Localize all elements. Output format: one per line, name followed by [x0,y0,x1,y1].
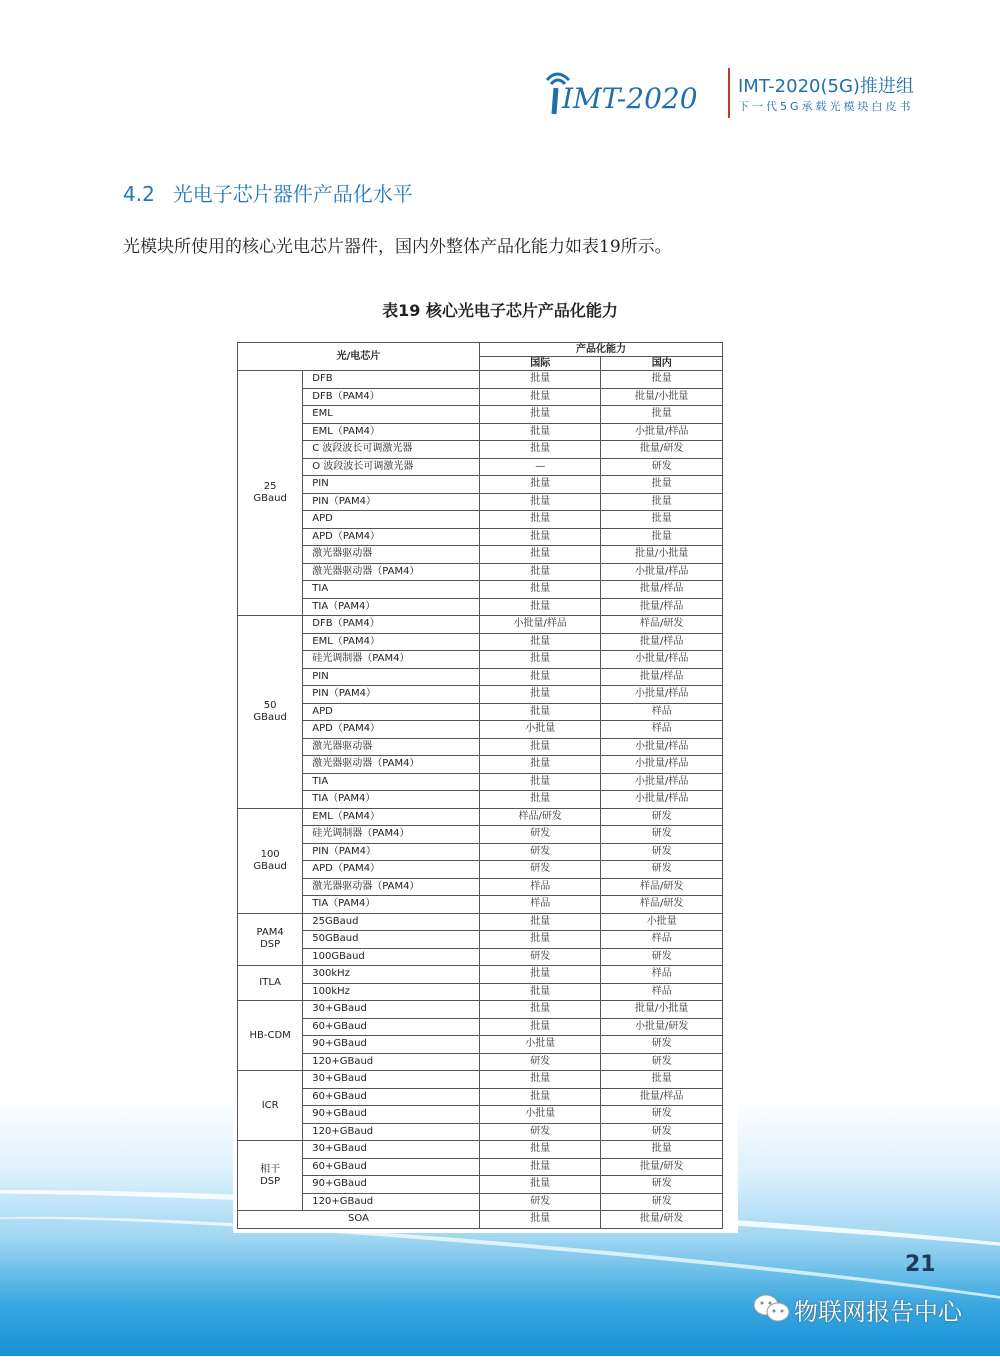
table-row [238,861,723,879]
domestic-capability: 批量/研发 [601,441,723,459]
table-row [238,931,723,949]
chip-name: EML [303,406,480,424]
section-title: 光电子芯片器件产品化水平 [172,182,413,206]
table-row [238,1176,723,1194]
intl-capability: 批量 [479,686,601,704]
table-row [238,458,723,476]
domestic-capability: 小批量/研发 [601,1018,723,1036]
table-row [238,1123,723,1141]
table-row [238,406,723,424]
chip-name: 激光器驱动器（PAM4） [303,878,480,896]
intl-capability: 批量 [479,511,601,529]
body-paragraph: 光模块所使用的核心光电芯片器件，国内外整体产品化能力如表19所示。 [123,237,672,257]
table-row [238,1211,723,1229]
chip-name: 激光器驱动器（PAM4） [303,563,480,581]
intl-capability: 批量 [479,388,601,406]
chip-name: APD [303,511,480,529]
table-row [238,1088,723,1106]
table-row [238,1158,723,1176]
chip-name: SOA [238,1211,480,1229]
intl-capability: 批量 [479,1018,601,1036]
section-number: 4.2 [123,182,155,206]
intl-capability: 批量 [479,703,601,721]
table-row [238,826,723,844]
intl-capability: 批量 [479,633,601,651]
group-label: PAM4 DSP [238,913,303,966]
intl-capability: 批量 [479,738,601,756]
header-divider [728,68,730,118]
chip-name: EML（PAM4） [303,423,480,441]
chip-name: 120+GBaud [303,1053,480,1071]
table-row [238,948,723,966]
chip-name: 50GBaud [303,931,480,949]
table-container [233,340,738,1233]
intl-capability: 批量 [479,756,601,774]
table-row [238,511,723,529]
group-label: 25 GBaud [238,371,303,616]
domestic-capability: 批量/小批量 [601,546,723,564]
intl-capability: 批量 [479,1158,601,1176]
domestic-capability: 批量/研发 [601,1158,723,1176]
domestic-capability: 批量 [601,476,723,494]
intl-capability: 批量 [479,651,601,669]
group-label: ITLA [238,966,303,1001]
chip-name: PIN（PAM4） [303,843,480,861]
intl-capability: 样品 [479,896,601,914]
intl-capability: 批量 [479,1141,601,1159]
table-row [238,633,723,651]
chip-name: 硅光调制器（PAM4） [303,826,480,844]
domestic-capability: 小批量/样品 [601,651,723,669]
chip-name: APD（PAM4） [303,861,480,879]
domestic-capability: 样品 [601,703,723,721]
intl-capability: 批量 [479,1071,601,1089]
table-row [238,528,723,546]
intl-capability: 研发 [479,948,601,966]
table-row [238,791,723,809]
chip-name: 120+GBaud [303,1123,480,1141]
domestic-capability: 研发 [601,948,723,966]
table-caption: 表19 核心光电子芯片产品化能力 [382,301,618,320]
chip-name: 激光器驱动器（PAM4） [303,756,480,774]
table-row [238,651,723,669]
intl-capability: 批量 [479,563,601,581]
domestic-capability: 批量 [601,371,723,389]
domestic-capability: 研发 [601,1176,723,1194]
domestic-capability: 研发 [601,1036,723,1054]
table-row [238,388,723,406]
intl-capability: 批量 [479,406,601,424]
group-label: HB-CDM [238,1001,303,1071]
intl-capability: 批量 [479,476,601,494]
chip-name: 90+GBaud [303,1106,480,1124]
intl-capability: 研发 [479,861,601,879]
chip-name: 120+GBaud [303,1193,480,1211]
header-capability: 产品化能力 [479,343,722,357]
table-row [238,878,723,896]
domestic-capability: 样品/研发 [601,616,723,634]
capability-table [237,342,723,1229]
table-row [238,423,723,441]
intl-capability: 研发 [479,843,601,861]
domestic-capability: 研发 [601,826,723,844]
group-label: 100 GBaud [238,808,303,913]
table-row [238,1141,723,1159]
table-row [238,441,723,459]
domestic-capability: 研发 [601,808,723,826]
table-row [238,808,723,826]
domestic-capability: 批量 [601,493,723,511]
domestic-capability: 研发 [601,1106,723,1124]
domestic-capability: 样品 [601,931,723,949]
chip-name: C 波段波长可调激光器 [303,441,480,459]
chip-name: APD（PAM4） [303,528,480,546]
org-name: IMT-2020(5G)推进组 [738,76,914,97]
chip-name: 30+GBaud [303,1001,480,1019]
table-row [238,1071,723,1089]
chip-name: DFB（PAM4） [303,388,480,406]
intl-capability: 批量 [479,423,601,441]
chip-name: 90+GBaud [303,1036,480,1054]
intl-capability: 批量 [479,913,601,931]
chip-name: 60+GBaud [303,1088,480,1106]
intl-capability: 批量 [479,773,601,791]
wechat-icon [752,1293,792,1323]
domestic-capability: 小批量/样品 [601,738,723,756]
domestic-capability: 研发 [601,1123,723,1141]
intl-capability: — [479,458,601,476]
domestic-capability: 批量 [601,406,723,424]
table-row [238,563,723,581]
group-label: ICR [238,1071,303,1141]
intl-capability: 批量 [479,1001,601,1019]
table-row [238,913,723,931]
domestic-capability: 小批量/样品 [601,686,723,704]
domestic-capability: 样品/研发 [601,878,723,896]
domestic-capability: 研发 [601,1193,723,1211]
table-row [238,1001,723,1019]
intl-capability: 批量 [479,983,601,1001]
logo-text: IMT-2020 [562,82,698,115]
intl-capability: 批量 [479,1211,601,1229]
intl-capability: 样品 [479,878,601,896]
domestic-capability: 样品 [601,721,723,739]
chip-name: 30+GBaud [303,1071,480,1089]
table-row [238,721,723,739]
domestic-capability: 样品/研发 [601,896,723,914]
chip-name: 90+GBaud [303,1176,480,1194]
table-row [238,773,723,791]
table-row [238,476,723,494]
domestic-capability: 批量 [601,1141,723,1159]
header-intl: 国际 [479,357,601,371]
table-row [238,598,723,616]
domestic-capability: 研发 [601,843,723,861]
domestic-capability: 样品 [601,966,723,984]
table-row [238,703,723,721]
domestic-capability: 批量 [601,511,723,529]
chip-name: 300kHz [303,966,480,984]
chip-name: 100kHz [303,983,480,1001]
intl-capability: 批量 [479,791,601,809]
table-row [238,738,723,756]
chip-name: TIA [303,773,480,791]
intl-capability: 批量 [479,546,601,564]
domestic-capability: 小批量/样品 [601,563,723,581]
doc-subtitle: 下一代5G承载光模块白皮书 [738,100,914,113]
chip-name: TIA [303,581,480,599]
table-row [238,686,723,704]
table-row [238,756,723,774]
domestic-capability: 小批量/样品 [601,773,723,791]
table-row [238,1018,723,1036]
intl-capability: 研发 [479,826,601,844]
chip-name: O 波段波长可调激光器 [303,458,480,476]
chip-name: DFB [303,371,480,389]
chip-name: TIA（PAM4） [303,598,480,616]
section-heading [123,178,413,207]
page-number: 21 [905,1252,936,1277]
domestic-capability: 小批量/样品 [601,756,723,774]
domestic-capability: 批量/研发 [601,1211,723,1229]
table-row [238,1193,723,1211]
intl-capability: 小批量 [479,721,601,739]
domestic-capability: 批量/样品 [601,633,723,651]
domestic-capability: 批量/小批量 [601,1001,723,1019]
intl-capability: 批量 [479,1176,601,1194]
table-row [238,668,723,686]
chip-name: PIN（PAM4） [303,493,480,511]
intl-capability: 研发 [479,1053,601,1071]
intl-capability: 批量 [479,581,601,599]
domestic-capability: 批量 [601,528,723,546]
chip-name: 激光器驱动器 [303,546,480,564]
chip-name: DFB（PAM4） [303,616,480,634]
table-row [238,493,723,511]
intl-capability: 批量 [479,931,601,949]
domestic-capability: 研发 [601,458,723,476]
chip-name: PIN [303,476,480,494]
intl-capability: 研发 [479,1193,601,1211]
group-label: 50 GBaud [238,616,303,809]
chip-name: TIA（PAM4） [303,791,480,809]
header-domestic: 国内 [601,357,723,371]
chip-name: 100GBaud [303,948,480,966]
domestic-capability: 小批量/样品 [601,423,723,441]
table-row [238,581,723,599]
table-row [238,371,723,389]
table-row [238,1036,723,1054]
intl-capability: 研发 [479,1123,601,1141]
domestic-capability: 研发 [601,1053,723,1071]
chip-name: PIN（PAM4） [303,686,480,704]
chip-name: 60+GBaud [303,1158,480,1176]
intl-capability: 小批量 [479,1106,601,1124]
domestic-capability: 批量/样品 [601,598,723,616]
domestic-capability: 小批量 [601,913,723,931]
intl-capability: 样品/研发 [479,808,601,826]
intl-capability: 批量 [479,441,601,459]
domestic-capability: 样品 [601,983,723,1001]
intl-capability: 批量 [479,598,601,616]
intl-capability: 批量 [479,966,601,984]
intl-capability: 批量 [479,1088,601,1106]
table-row [238,546,723,564]
chip-name: APD（PAM4） [303,721,480,739]
domestic-capability: 批量/样品 [601,1088,723,1106]
intl-capability: 批量 [479,371,601,389]
chip-name: 硅光调制器（PAM4） [303,651,480,669]
domestic-capability: 批量 [601,1071,723,1089]
chip-name: EML（PAM4） [303,808,480,826]
table-row [238,966,723,984]
chip-name: 25GBaud [303,913,480,931]
intl-capability: 小批量 [479,1036,601,1054]
chip-name: 60+GBaud [303,1018,480,1036]
header-chip: 光/电芯片 [238,343,480,371]
table-row [238,843,723,861]
intl-capability: 批量 [479,493,601,511]
domestic-capability: 批量/样品 [601,581,723,599]
chip-name: 30+GBaud [303,1141,480,1159]
intl-capability: 批量 [479,528,601,546]
chip-name: 激光器驱动器 [303,738,480,756]
table-row [238,616,723,634]
chip-name: APD [303,703,480,721]
domestic-capability: 批量/样品 [601,668,723,686]
intl-capability: 批量 [479,668,601,686]
watermark-text: 物联网报告中心 [794,1298,962,1326]
table-row [238,983,723,1001]
table-row [238,1053,723,1071]
chip-name: TIA（PAM4） [303,896,480,914]
domestic-capability: 研发 [601,861,723,879]
table-row [238,896,723,914]
domestic-capability: 小批量/样品 [601,791,723,809]
group-label: 相干 DSP [238,1141,303,1211]
chip-name: EML（PAM4） [303,633,480,651]
domestic-capability: 批量/小批量 [601,388,723,406]
chip-name: PIN [303,668,480,686]
intl-capability: 小批量/样品 [479,616,601,634]
table-row [238,1106,723,1124]
